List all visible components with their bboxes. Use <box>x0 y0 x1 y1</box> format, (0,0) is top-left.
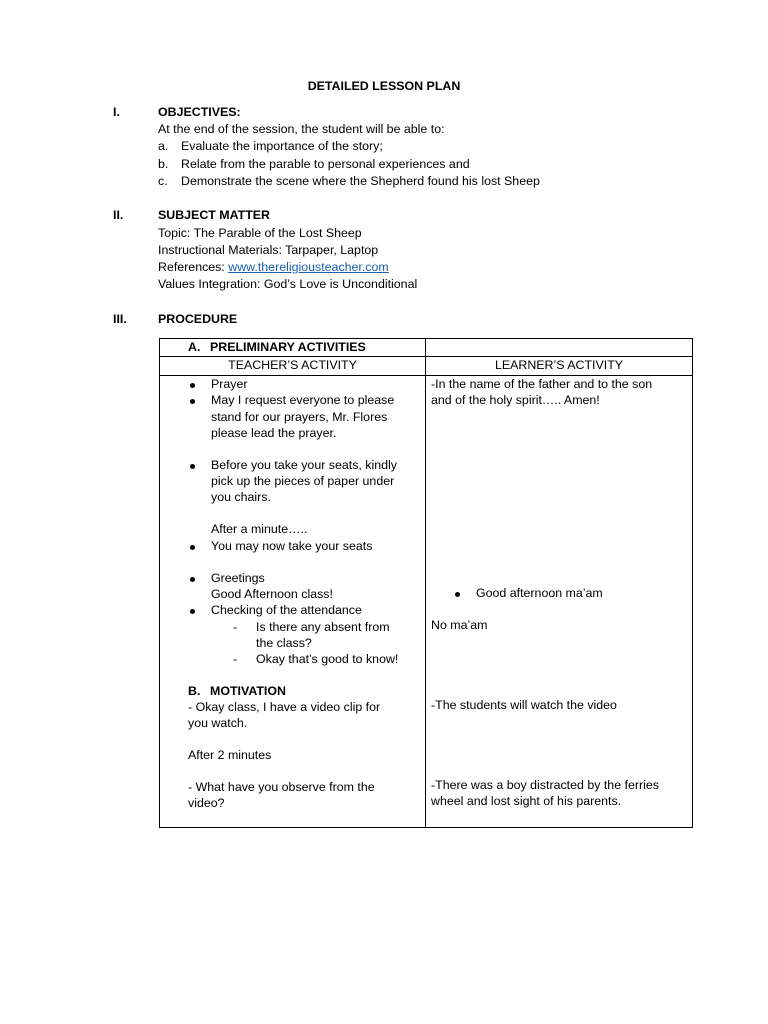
bullet-icon <box>455 592 460 597</box>
bullet-icon <box>190 383 195 388</box>
references-label: References: <box>158 260 229 274</box>
teacher-greetings: Greetings <box>211 571 265 585</box>
bullet-icon <box>190 399 195 404</box>
section-a-heading: PRELIMINARY ACTIVITIES <box>210 340 366 354</box>
learner-watch-video: -The students will watch the video <box>431 698 617 712</box>
procedure-table <box>159 338 693 828</box>
teacher-good-afternoon: Good Afternoon class! <box>211 587 333 601</box>
values-line: Values Integration: God’s Love is Unconditional <box>158 277 418 291</box>
learner-boy-line-2: wheel and lost sight of his parents. <box>431 794 622 808</box>
section-a-marker: A. <box>188 340 201 354</box>
section-b-marker: B. <box>188 684 201 698</box>
objective-c-marker: c. <box>158 174 168 188</box>
teacher-absent-line-1: Is there any absent from <box>256 620 390 634</box>
teacher-take-seats: You may now take your seats <box>211 539 373 553</box>
procedure-numeral: III. <box>113 312 127 326</box>
bullet-icon <box>190 545 195 550</box>
objective-c-text: Demonstrate the scene where the Shepherd found his lost Sheep <box>181 174 540 188</box>
references-line <box>158 259 389 276</box>
section-b-heading: MOTIVATION <box>210 684 286 698</box>
objective-b-text: Relate from the parable to personal experiences and <box>181 157 470 171</box>
teacher-request-line-3: please lead the prayer. <box>211 426 337 440</box>
dash-marker: - <box>233 620 238 634</box>
teacher-observe-line-1: - What have you observe from the <box>188 780 375 794</box>
bullet-icon <box>190 577 195 582</box>
subject-matter-numeral: II. <box>113 208 124 222</box>
teacher-seats-line-2: pick up the pieces of paper under <box>211 474 395 488</box>
teacher-video-line-1: - Okay class, I have a video clip for <box>188 700 381 714</box>
objectives-heading: OBJECTIVES: <box>158 105 241 119</box>
teacher-after-2-minutes: After 2 minutes <box>188 748 272 762</box>
teacher-absent-line-2: the class? <box>256 636 312 650</box>
objectives-intro: At the end of the session, the student will be able to: <box>158 122 445 136</box>
teacher-okay-good: Okay that’s good to know! <box>256 652 399 666</box>
learner-good-afternoon: Good afternoon ma’am <box>476 586 603 600</box>
page-title: DETAILED LESSON PLAN <box>307 79 461 93</box>
procedure-heading: PROCEDURE <box>158 312 238 326</box>
teacher-request-line-2: stand for our prayers, Mr. Flores <box>211 410 388 424</box>
objective-a-text: Evaluate the importance of the story; <box>181 139 383 153</box>
teacher-column-header: TEACHER’S ACTIVITY <box>228 358 357 372</box>
teacher-observe-line-2: video? <box>188 796 225 810</box>
topic-line: Topic: The Parable of the Lost Sheep <box>158 226 362 240</box>
references-link[interactable]: www.thereligiousteacher.com <box>228 260 389 274</box>
learner-amen-line-1: -In the name of the father and to the son <box>431 377 653 391</box>
objectives-numeral: I. <box>113 105 120 119</box>
teacher-request-line-1: May I request everyone to please <box>211 393 395 407</box>
teacher-video-line-2: you watch. <box>188 716 248 730</box>
learner-no-maam: No ma’am <box>431 618 488 632</box>
learner-amen-line-2: and of the holy spirit….. Amen! <box>431 393 600 407</box>
objective-b-marker: b. <box>158 157 169 171</box>
bullet-icon <box>190 464 195 469</box>
teacher-seats-line-3: you chairs. <box>211 490 271 504</box>
subject-matter-heading: SUBJECT MATTER <box>158 208 270 222</box>
objective-a-marker: a. <box>158 139 169 153</box>
teacher-after-minute: After a minute….. <box>211 522 308 536</box>
learner-column-header: LEARNER’S ACTIVITY <box>494 358 624 372</box>
teacher-seats-line-1: Before you take your seats, kindly <box>211 458 397 472</box>
teacher-attendance: Checking of the attendance <box>211 603 362 617</box>
learner-boy-line-1: -There was a boy distracted by the ferries <box>431 778 659 792</box>
table-column-divider <box>425 339 426 827</box>
materials-line: Instructional Materials: Tarpaper, Laptop <box>158 243 379 257</box>
dash-marker: - <box>233 652 238 666</box>
bullet-icon <box>190 609 195 614</box>
teacher-prayer: Prayer <box>211 377 248 391</box>
